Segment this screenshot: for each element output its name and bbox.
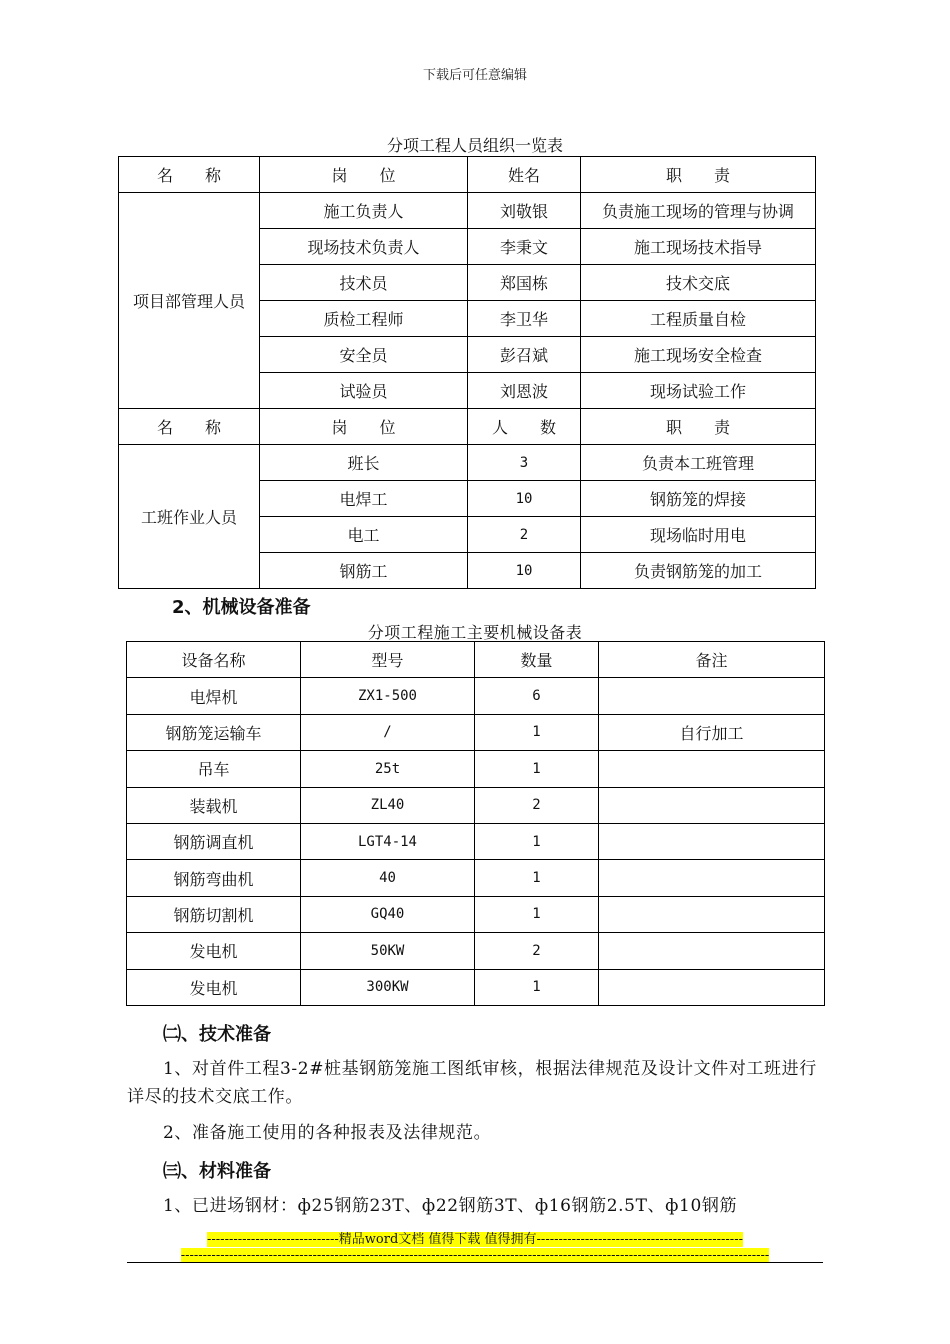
- table-cell: 郑国栋: [468, 265, 581, 301]
- table-cell: /: [301, 714, 475, 750]
- column-header: 名 称: [119, 157, 260, 193]
- table-cell: 技术交底: [581, 265, 816, 301]
- column-header: 职 责: [581, 409, 816, 445]
- table-cell: 2: [468, 517, 581, 553]
- table-cell: 10: [468, 553, 581, 589]
- table-cell: 刘敬银: [468, 193, 581, 229]
- table-cell: 1: [475, 751, 599, 787]
- table-row: [127, 823, 825, 859]
- tech-paragraph-1: 1、对首件工程3-2#桩基钢筋笼施工图纸审核，根据法律规范及设计文件对工班进行详尽的技术交底工作。: [127, 1059, 817, 1107]
- footer-banner-dashes: --------------------------------------------------------------------------------------------------------------------------------------: [180, 1248, 770, 1263]
- material-paragraph-1: 1、已进场钢材：ф25钢筋23T、ф22钢筋3T、ф16钢筋2.5T、ф10钢筋: [163, 1196, 738, 1216]
- table-cell: 钢筋工: [260, 553, 468, 589]
- table-cell: 施工负责人: [260, 193, 468, 229]
- table-cell: 施工现场技术指导: [581, 229, 816, 265]
- table-cell: 彭召斌: [468, 337, 581, 373]
- table-cell: 钢筋弯曲机: [127, 860, 301, 896]
- table-header-row: [127, 642, 825, 678]
- table-cell: 试验员: [260, 373, 468, 409]
- table-cell: [599, 969, 825, 1005]
- table-cell: 3: [468, 445, 581, 481]
- table-cell: 钢筋笼的焊接: [581, 481, 816, 517]
- table-cell: 钢筋笼运输车: [127, 714, 301, 750]
- section-material-heading: ㈢、材料准备: [163, 1161, 271, 1182]
- table-cell: [599, 787, 825, 823]
- table-row: [119, 445, 816, 481]
- personnel-table-caption: 分项工程人员组织一览表: [386, 136, 563, 155]
- footer-banner-text: ------------------------------精品word文档 值得下载 值得拥有-----------------------------------------------: [207, 1232, 743, 1247]
- equipment-table-caption: 分项工程施工主要机械设备表: [367, 623, 583, 642]
- table-cell: [599, 823, 825, 859]
- table-cell: 负责施工现场的管理与协调: [581, 193, 816, 229]
- column-header: 人 数: [468, 409, 581, 445]
- table-row: [127, 896, 825, 932]
- table-header-row: [119, 409, 816, 445]
- table-cell: 10: [468, 481, 581, 517]
- column-header: 名 称: [119, 409, 260, 445]
- table-cell: 技术员: [260, 265, 468, 301]
- table-header-row: [119, 157, 816, 193]
- table-cell: 自行加工: [599, 714, 825, 750]
- table-cell: 工程质量自检: [581, 301, 816, 337]
- table-cell: 李秉文: [468, 229, 581, 265]
- table-cell: 2: [475, 787, 599, 823]
- table-cell: 电焊工: [260, 481, 468, 517]
- column-header: 姓名: [468, 157, 581, 193]
- table-cell: 1: [475, 969, 599, 1005]
- table-row: [119, 193, 816, 229]
- column-header: 岗 位: [260, 157, 468, 193]
- tech-paragraph-2: 2、准备施工使用的各种报表及法律规范。: [163, 1123, 492, 1143]
- column-header: 职 责: [581, 157, 816, 193]
- column-header: 数量: [475, 642, 599, 678]
- table-row: [127, 787, 825, 823]
- table-cell: 50KW: [301, 933, 475, 969]
- table-cell: [599, 678, 825, 714]
- table-cell: 1: [475, 823, 599, 859]
- section-tech-heading: ㈡、技术准备: [163, 1024, 271, 1045]
- group-label: 工班作业人员: [119, 445, 260, 589]
- table-cell: 现场试验工作: [581, 373, 816, 409]
- table-row: [127, 860, 825, 896]
- table-cell: 1: [475, 896, 599, 932]
- table-cell: 班长: [260, 445, 468, 481]
- table-cell: ZL40: [301, 787, 475, 823]
- column-header: 岗 位: [260, 409, 468, 445]
- table-cell: [599, 933, 825, 969]
- table-cell: 300KW: [301, 969, 475, 1005]
- table-row: [127, 933, 825, 969]
- table-cell: 1: [475, 860, 599, 896]
- footer-banner-line-2: [0, 1244, 950, 1263]
- table-cell: LGT4-14: [301, 823, 475, 859]
- table-cell: 钢筋调直机: [127, 823, 301, 859]
- table-cell: 电焊机: [127, 678, 301, 714]
- column-header: 设备名称: [127, 642, 301, 678]
- table-row: [127, 714, 825, 750]
- table-cell: 负责钢筋笼的加工: [581, 553, 816, 589]
- table-cell: 负责本工班管理: [581, 445, 816, 481]
- table-cell: 施工现场安全检查: [581, 337, 816, 373]
- table-cell: 6: [475, 678, 599, 714]
- table-cell: 25t: [301, 751, 475, 787]
- table-cell: 发电机: [127, 969, 301, 1005]
- table-cell: GQ40: [301, 896, 475, 932]
- equipment-table: [126, 641, 825, 1006]
- table-row: [127, 678, 825, 714]
- table-cell: 刘恩波: [468, 373, 581, 409]
- table-cell: 电工: [260, 517, 468, 553]
- footer-rule: [127, 1262, 823, 1263]
- table-cell: 现场临时用电: [581, 517, 816, 553]
- personnel-table: [118, 156, 816, 589]
- table-cell: [599, 860, 825, 896]
- table-cell: 钢筋切割机: [127, 896, 301, 932]
- table-cell: 现场技术负责人: [260, 229, 468, 265]
- table-cell: [599, 896, 825, 932]
- table-row: [127, 751, 825, 787]
- table-cell: 质检工程师: [260, 301, 468, 337]
- table-cell: 吊车: [127, 751, 301, 787]
- section-equipment-heading: 2、机械设备准备: [172, 597, 311, 618]
- table-cell: 李卫华: [468, 301, 581, 337]
- table-cell: [599, 751, 825, 787]
- column-header: 备注: [599, 642, 825, 678]
- table-cell: 装载机: [127, 787, 301, 823]
- table-row: [127, 969, 825, 1005]
- table-cell: 发电机: [127, 933, 301, 969]
- table-cell: 安全员: [260, 337, 468, 373]
- column-header: 型号: [301, 642, 475, 678]
- table-cell: ZX1-500: [301, 678, 475, 714]
- table-cell: 2: [475, 933, 599, 969]
- table-cell: 1: [475, 714, 599, 750]
- group-label: 项目部管理人员: [119, 193, 260, 409]
- table-cell: 40: [301, 860, 475, 896]
- page-header: 下载后可任意编辑: [422, 68, 527, 83]
